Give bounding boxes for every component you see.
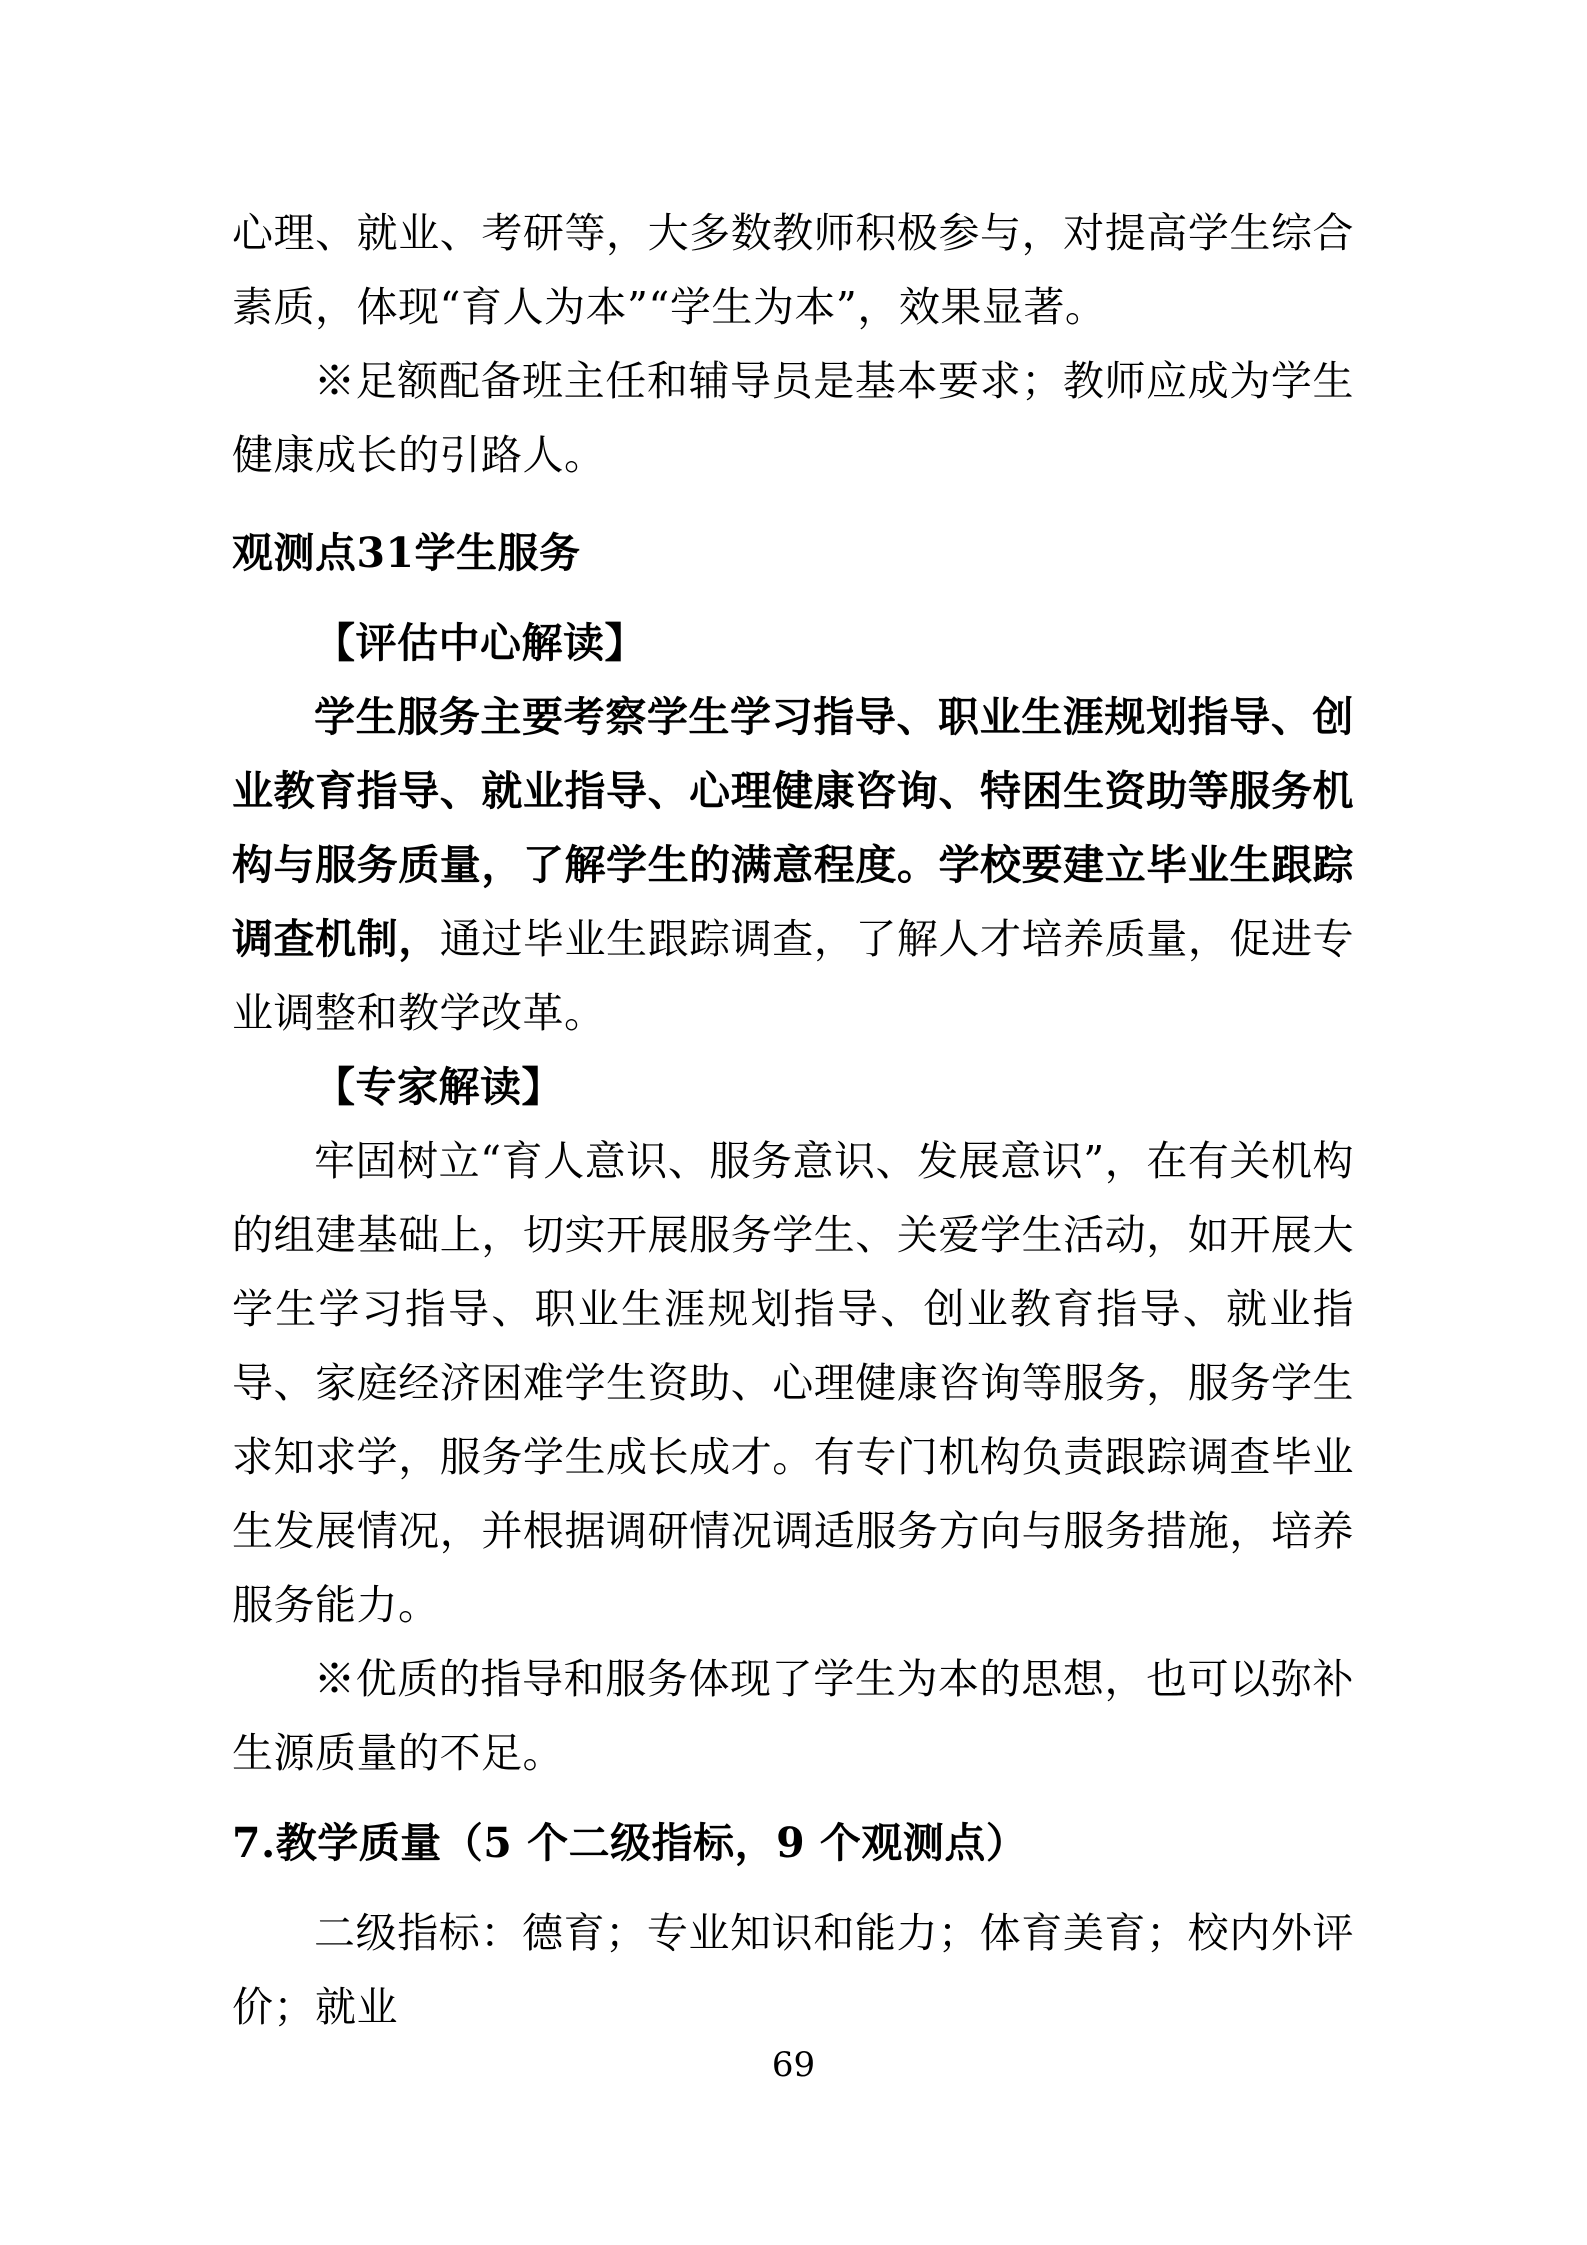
paragraph-expert: 牢固树立“育人意识、服务意识、发展意识”，在有关机构的组建基础上，切实开展服务学生、关爱学生活动，如开展大学生学习指导、职业生涯规划指导、创业教育指导、就业指导、家庭经济困难学生资助、心理健康咨询等服务，服务学生求知求学，服务学生成长成才。有专门机构负责跟踪调查毕业生发展情况，并根据调研情况调适服务方向与服务措施，培养服务能力。 — [232, 1137, 1354, 1629]
note-paragraph-1: ※足额配备班主任和辅导员是基本要求；教师应成为学生健康成长的引路人。 — [232, 357, 1354, 479]
paragraph-continued: 心理、就业、考研等，大多数教师积极参与，对提高学生综合素质，体现“育人为本”“学生为本”，效果显著。 — [232, 209, 1354, 331]
spacer — [232, 590, 1354, 606]
paragraph-center-rest: 通过毕业生跟踪调查，了解人才培养质量，促进专业调整和教学改革。 — [232, 915, 1355, 1037]
subheading-evaluation-center: 【评估中心解读】 — [314, 619, 646, 667]
heading-observation-point-31: 观测点31学生服务 — [232, 529, 581, 577]
note-paragraph-2: ※优质的指导和服务体现了学生为本的思想，也可以弥补生源质量的不足。 — [232, 1655, 1354, 1777]
paragraph-secondary-indicators: 二级指标：德育；专业知识和能力；体育美育；校内外评价；就业 — [232, 1909, 1354, 2031]
subheading-expert: 【专家解读】 — [314, 1063, 563, 1111]
page-content — [232, 196, 1354, 2044]
spacer — [232, 492, 1354, 516]
heading-section-7: 7.教学质量（5 个二级指标，9 个观测点） — [232, 1819, 1028, 1867]
paragraph-center-bold: 学生服务主要考察学生学习指导、职业生涯规划指导、创业教育指导、就业指导、心理健康咨询、特困生资助等服务机构与服务质量，了解学生的满意程度。学校要建立毕业生跟踪调查机制， — [232, 693, 1354, 963]
spacer — [232, 1790, 1354, 1806]
spacer — [232, 1880, 1354, 1896]
page-number: 69 — [771, 2045, 816, 2085]
